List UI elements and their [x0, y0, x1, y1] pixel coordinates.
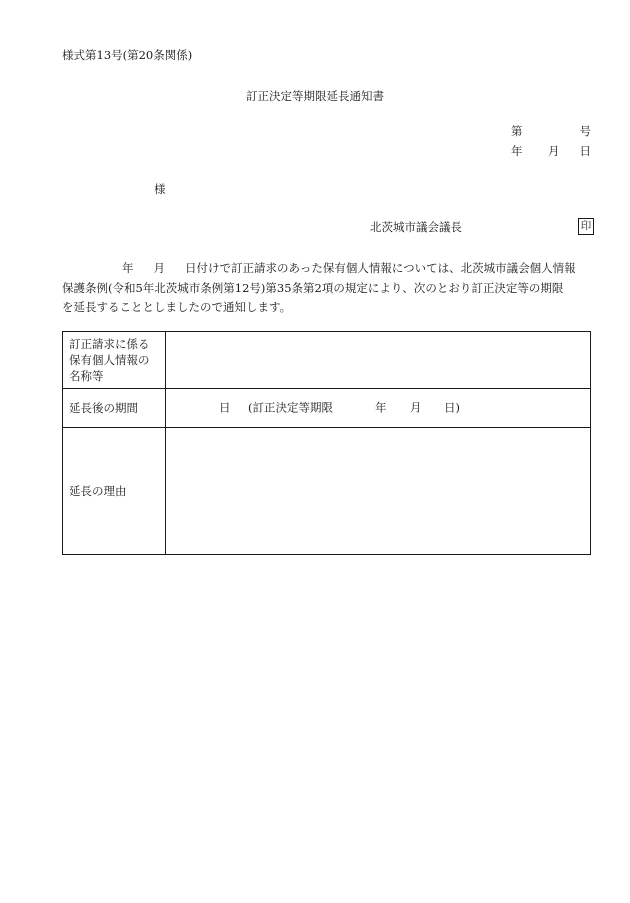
value-extended-period — [166, 389, 591, 428]
issue-date-month: 月 — [548, 144, 560, 158]
form-number: 様式第13号(第20条関係) — [62, 48, 193, 62]
issue-number-prefix: 第 — [511, 124, 523, 138]
issue-number-suffix: 号 — [579, 124, 591, 138]
body-line1-text: 日付けで訂正請求のあった保有個人情報については、北茨城市議会個人情報 — [185, 261, 576, 275]
table-row — [63, 332, 591, 389]
notice-body — [62, 259, 592, 318]
issue-date-year: 年 — [511, 144, 523, 158]
table-row — [63, 428, 591, 555]
period-deadline-open: (訂正決定等期限 — [248, 400, 333, 415]
issue-date-day: 日 — [579, 144, 591, 158]
period-day-close: 日) — [444, 400, 460, 415]
body-month: 月 — [153, 261, 165, 275]
label-extended-period: 延長後の期間 — [63, 389, 166, 428]
notice-body-line-1 — [62, 259, 592, 279]
notice-body-line-3: を延長することとしましたので通知します。 — [62, 300, 292, 314]
notice-table — [62, 331, 591, 555]
value-info-name — [166, 332, 591, 389]
label-extension-reason: 延長の理由 — [63, 428, 166, 555]
addressee-honorific: 様 — [154, 182, 166, 196]
period-year: 年 — [375, 400, 387, 415]
document-title: 訂正決定等期限延長通知書 — [246, 89, 384, 103]
body-year: 年 — [122, 261, 134, 275]
notice-body-line-2: 保護条例(令和5年北茨城市条例第12号)第35条第2項の規定により、次のとおり訂正決定等の期限 — [62, 280, 564, 295]
seal-mark: 印 — [578, 218, 594, 235]
value-extension-reason — [166, 428, 591, 555]
label-info-name: 訂正請求に係る保有個人情報の名称等 — [63, 332, 166, 389]
sender-name: 北茨城市議会議長 — [370, 220, 462, 234]
table-row — [63, 389, 591, 428]
period-day: 日 — [219, 400, 231, 415]
period-month: 月 — [410, 400, 422, 415]
